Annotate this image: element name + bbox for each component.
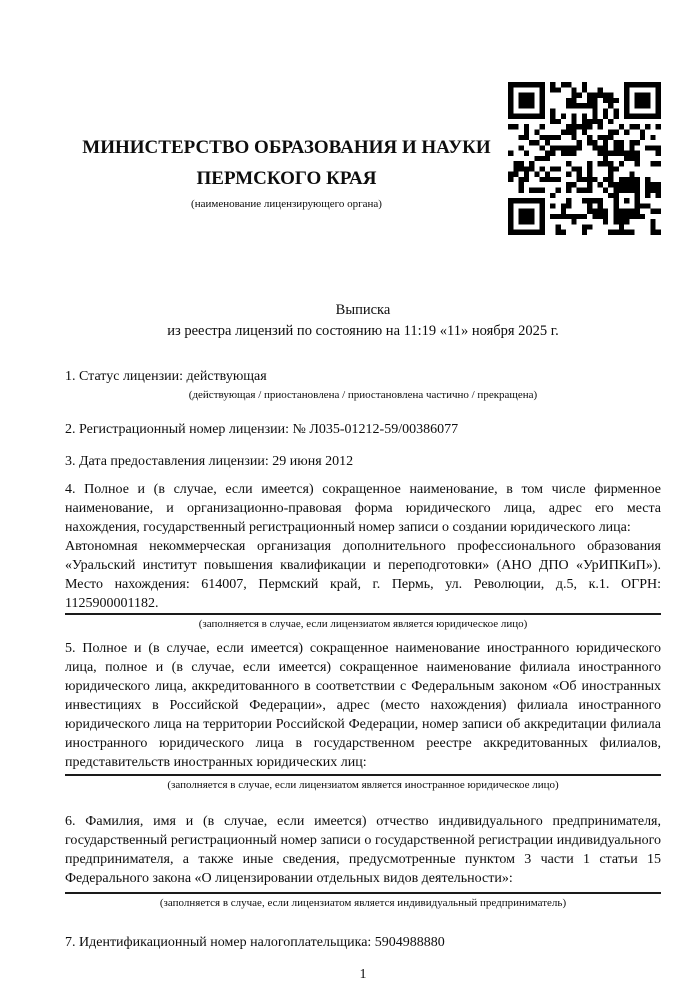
foreign-entity-heading: 5. Полное и (в случае, если имеется) сокращенное наименование иностранного юридического лица, полное и (в случае, если имеется) сокращенное наименование филиала иностранного юридического лица, аккредитованного в соответствии с Федеральным законом «Об иностранных инвестициях в Российской Федерации», адрес (место нахождения) филиала иностранного юридического лица на территории Российской Федерации, номер записи об аккредитации филиала иностранного юридического лица в государственном реестре аккредитованных филиалов, представительств иностранных юридических лиц:: [65, 639, 661, 776]
individual-entrepreneur-heading: 6. Фамилия, имя и (в случае, если имеется) отчество индивидуального предпринимателя, государственный регистрационный номер записи о государственной регистрации индивидуального предпринимателя, а также иные сведения, предусмотренные пунктом 3 части 1 статьи 15 Федерального закона «О лицензировании отдельных видов деятельности»:: [65, 812, 661, 894]
legal-entity-caption: (заполняется в случае, если лицензиатом является юридическое лицо): [198, 618, 528, 630]
legal-entity-value: Автономная некоммерческая организация дополнительного профессионального образования «Уральский институт повышения квалификации и переподготовки» (АНО ДПО «УрИПКиП»). Место нахождения: 614007, Пермский край, г. Пермь, ул. Революции, д.5, к.1. ОГРН: 1125900001182.: [65, 537, 661, 615]
document-title-block: [65, 300, 661, 342]
ministry-name-line2: ПЕРМСКОГО КРАЯ: [196, 168, 377, 189]
license-date-line: 3. Дата предоставления лицензии: 29 июня 2012: [65, 454, 354, 469]
individual-entrepreneur-caption: (заполняется в случае, если лицензиатом является индивидуальный предприниматель): [159, 897, 567, 909]
ministry-name-line1: МИНИСТЕРСТВО ОБРАЗОВАНИЯ И НАУКИ: [82, 137, 491, 158]
legal-entity-heading: 4. Полное и (в случае, если имеется) сокращенное наименование, в том числе фирменное наименование, и организационно-правовая форма юридического лица, адрес его места нахождения, государственный регистрационный номер записи о создании юридического лица:: [65, 482, 661, 535]
individual-entrepreneur-section: [65, 812, 661, 910]
document-title: Выписка: [335, 302, 391, 318]
taxpayer-number-line: 7. Идентификационный номер налогоплательщика: 5904988880: [65, 935, 445, 950]
page-number: 1: [359, 967, 367, 982]
license-status-caption: (действующая / приостановлена / приостановлена частично / прекращена): [188, 389, 538, 401]
license-status-line: 1. Статус лицензии: действующая: [65, 369, 267, 384]
licensing-authority-block: [65, 82, 508, 211]
qr-code-icon: [508, 82, 661, 235]
foreign-entity-caption: (заполняется в случае, если лицензиатом является иностранное юридическое лицо): [167, 779, 559, 791]
document-subtitle: из реестра лицензий по состоянию на 11:19 «11» ноября 2025 г.: [167, 323, 559, 339]
license-number-line: 2. Регистрационный номер лицензии: № Л035-01212-59/00386077: [65, 422, 459, 437]
legal-entity-section: [65, 480, 661, 631]
foreign-entity-section: [65, 639, 661, 792]
document-header: [65, 82, 661, 240]
ministry-caption: (наименование лицензирующего органа): [191, 198, 382, 210]
